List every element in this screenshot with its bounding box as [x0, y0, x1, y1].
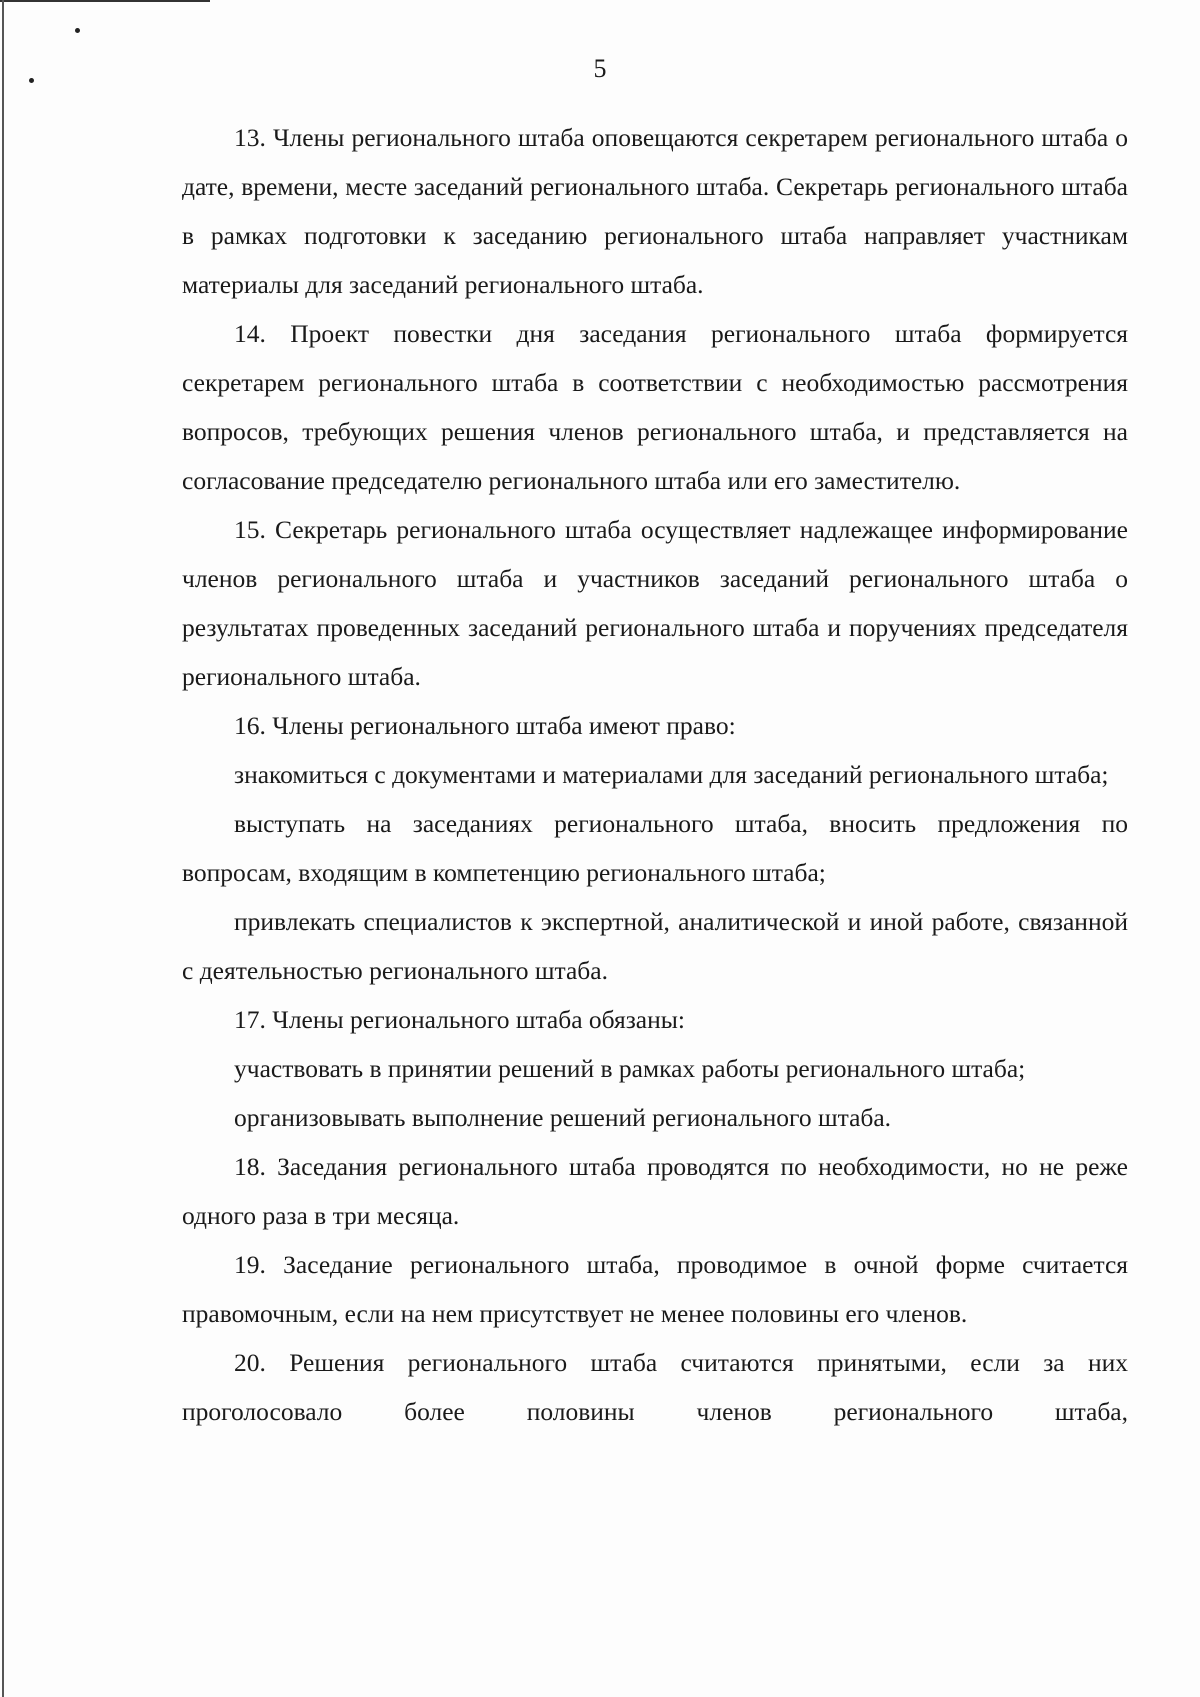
paragraph-17-item-2: организовывать выполнение решений регионального штаба. [234, 1103, 892, 1132]
paragraph-19: 19. Заседание регионального штаба, проводимое в очной форме считается правомочным, если на нем присутствует не менее половины его членов. [182, 1250, 1128, 1328]
scan-speck [75, 28, 80, 33]
scan-border-top [0, 0, 210, 2]
paragraph-15: 15. Секретарь регионального штаба осуществляет надлежащее информирование членов регионального штаба и участников заседаний регионального штаба о результатах проведенных заседаний регионального штаба и поручениях председателя регионального штаба. [182, 515, 1128, 691]
paragraph-14: 14. Проект повестки дня заседания регионального штаба формируется секретарем регионального штаба в соответствии с необходимостью рассмотрения вопросов, требующих решения членов регионального штаба, и представляется на согласование председателю регионального штаба или его заместителю. [182, 319, 1128, 495]
paragraph-13: 13. Члены регионального штаба оповещаются секретарем регионального штаба о дате, времени, месте заседаний регионального штаба. Секретарь регионального штаба в рамках подготовки к заседанию регионального штаба направляет участникам материалы для заседаний регионального штаба. [182, 123, 1128, 299]
paragraph-20: 20. Решения регионального штаба считаются принятыми, если за них проголосовало более половины членов регионального штаба, [182, 1348, 1128, 1426]
page-number: 5 [593, 54, 607, 83]
paragraph-16-item-3: привлекать специалистов к экспертной, аналитической и иной работе, связанной с деятельностью регионального штаба. [182, 907, 1128, 985]
paragraph-16-item-2: выступать на заседаниях регионального штаба, вносить предложения по вопросам, входящим в компетенцию регионального штаба; [182, 809, 1128, 887]
paragraph-16: 16. Члены регионального штаба имеют право: [234, 711, 736, 740]
paragraph-17-item-1: участвовать в принятии решений в рамках работы регионального штаба; [234, 1054, 1026, 1083]
document-body [182, 113, 1128, 1436]
paragraph-18: 18. Заседания регионального штаба проводятся по необходимости, но не реже одного раза в три месяца. [182, 1152, 1128, 1230]
scan-border-left [2, 0, 4, 1697]
paragraph-16-item-1: знакомиться с документами и материалами для заседаний регионального штаба; [234, 760, 1109, 789]
paragraph-17: 17. Члены регионального штаба обязаны: [234, 1005, 685, 1034]
